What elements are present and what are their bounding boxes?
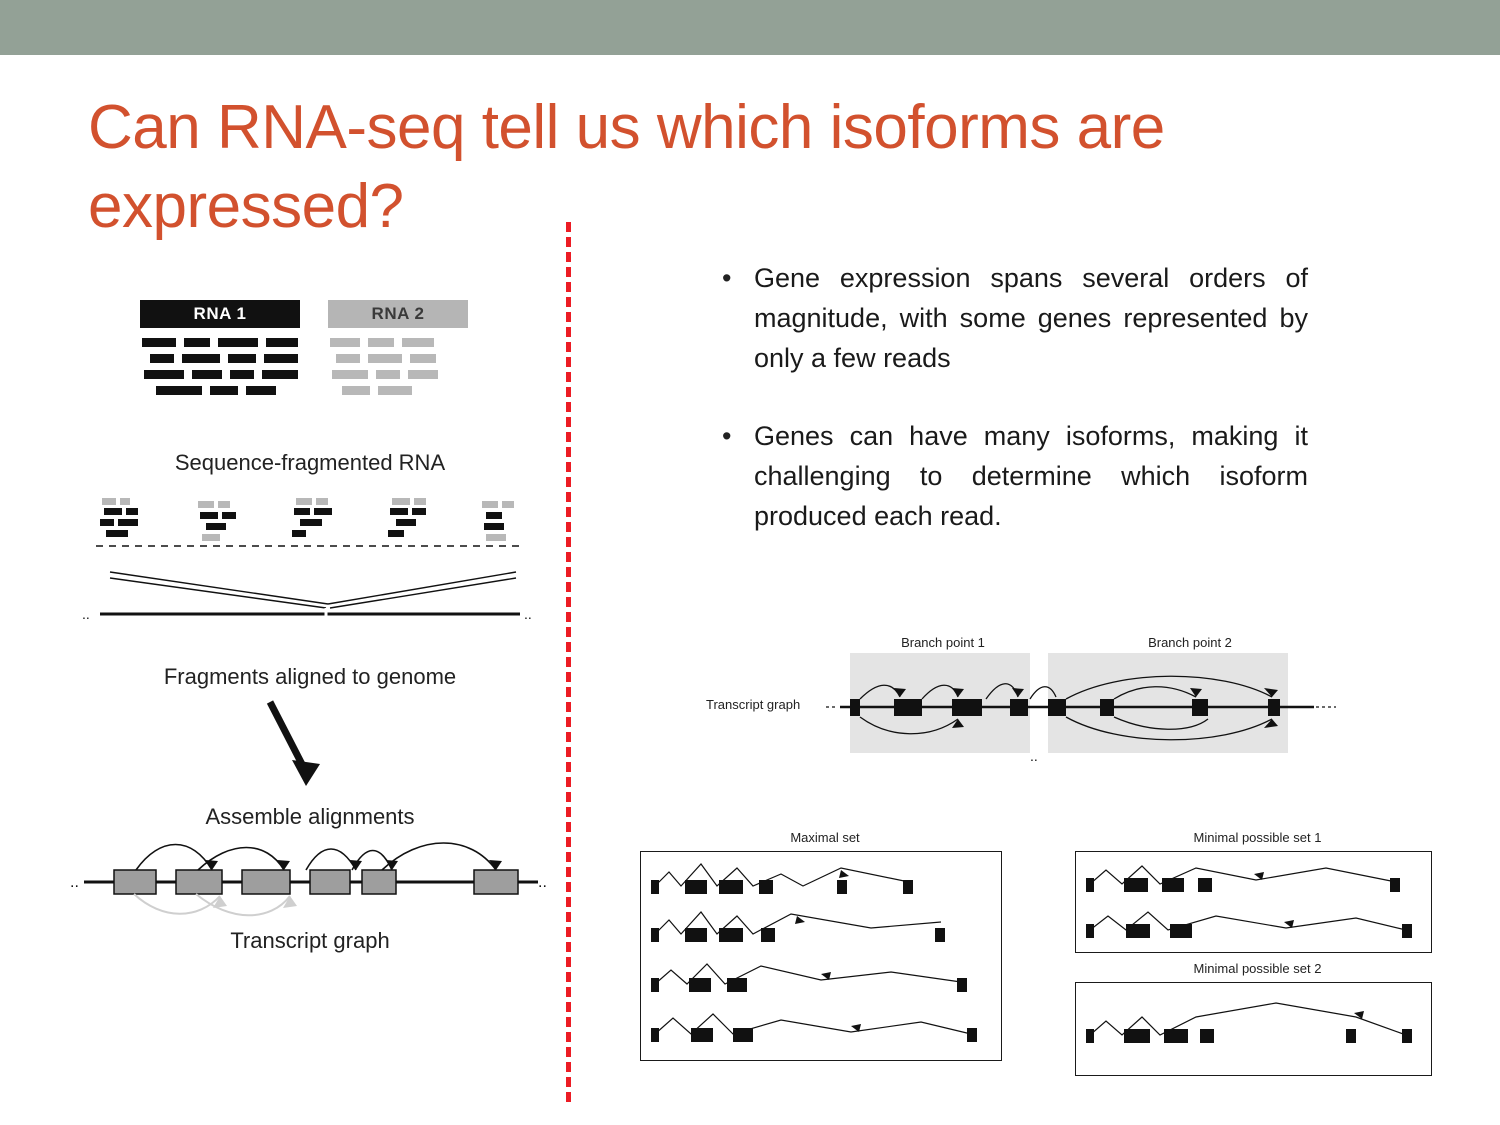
rna2-label: RNA 2 bbox=[328, 300, 468, 328]
bullet-text: Genes can have many isoforms, making it challenging to determine which isoform produced each read. bbox=[754, 421, 1308, 531]
svg-text:..: .. bbox=[70, 874, 79, 891]
minimal-set-1-label: Minimal possible set 1 bbox=[1193, 830, 1322, 845]
figure-branch-points bbox=[700, 635, 1340, 765]
svg-text:..: .. bbox=[524, 606, 532, 622]
maximal-set-label: Maximal set bbox=[790, 830, 860, 845]
branch-points-diagram bbox=[700, 635, 1340, 765]
transcript-graph-row-label: Transcript graph bbox=[706, 697, 801, 712]
branch-point-2-label: Branch point 2 bbox=[1148, 635, 1232, 650]
figure-minimal-sets bbox=[1075, 830, 1440, 1076]
svg-text:..: .. bbox=[82, 606, 90, 622]
figure-sequence-fragmented-rna bbox=[110, 300, 510, 476]
figure-transcript-graph-left bbox=[70, 830, 550, 954]
figure-maximal-set bbox=[640, 830, 1010, 1061]
maximal-set-diagram bbox=[641, 852, 1001, 1060]
figure-caption-assemble-alignments: Assemble alignments bbox=[205, 804, 415, 829]
transcript-graph-diagram bbox=[70, 830, 550, 920]
bullet-marker-icon: • bbox=[722, 421, 732, 451]
bullet-text: Gene expression spans several orders of magnitude, with some genes represented by only a few reads bbox=[754, 263, 1308, 373]
figure-fragments-aligned bbox=[80, 490, 540, 830]
figure-caption-sequence-fragmented-rna: Sequence-fragmented RNA bbox=[174, 450, 446, 475]
aligned-fragments-diagram bbox=[80, 490, 540, 660]
bullet-list bbox=[722, 258, 1308, 574]
minimal-set-2-label: Minimal possible set 2 bbox=[1193, 961, 1322, 976]
list-item bbox=[722, 416, 1308, 536]
svg-text:..: .. bbox=[1030, 748, 1038, 764]
branch-point-1-label: Branch point 1 bbox=[901, 635, 985, 650]
bullet-marker-icon: • bbox=[722, 263, 732, 293]
svg-text:..: .. bbox=[538, 874, 547, 891]
rna1-label: RNA 1 bbox=[140, 300, 300, 328]
list-item bbox=[722, 258, 1308, 378]
figure-caption-fragments-aligned: Fragments aligned to genome bbox=[163, 664, 457, 689]
figure-caption-transcript-graph-left: Transcript graph bbox=[230, 928, 390, 953]
minimal-set-2-diagram bbox=[1076, 983, 1431, 1075]
down-arrow-icon bbox=[80, 694, 540, 804]
vertical-dashed-divider bbox=[566, 222, 571, 1102]
minimal-set-1-diagram bbox=[1076, 852, 1431, 952]
top-decoration-bar bbox=[0, 0, 1500, 55]
page-title: Can RNA-seq tell us which isoforms are expressed? bbox=[88, 93, 1165, 242]
